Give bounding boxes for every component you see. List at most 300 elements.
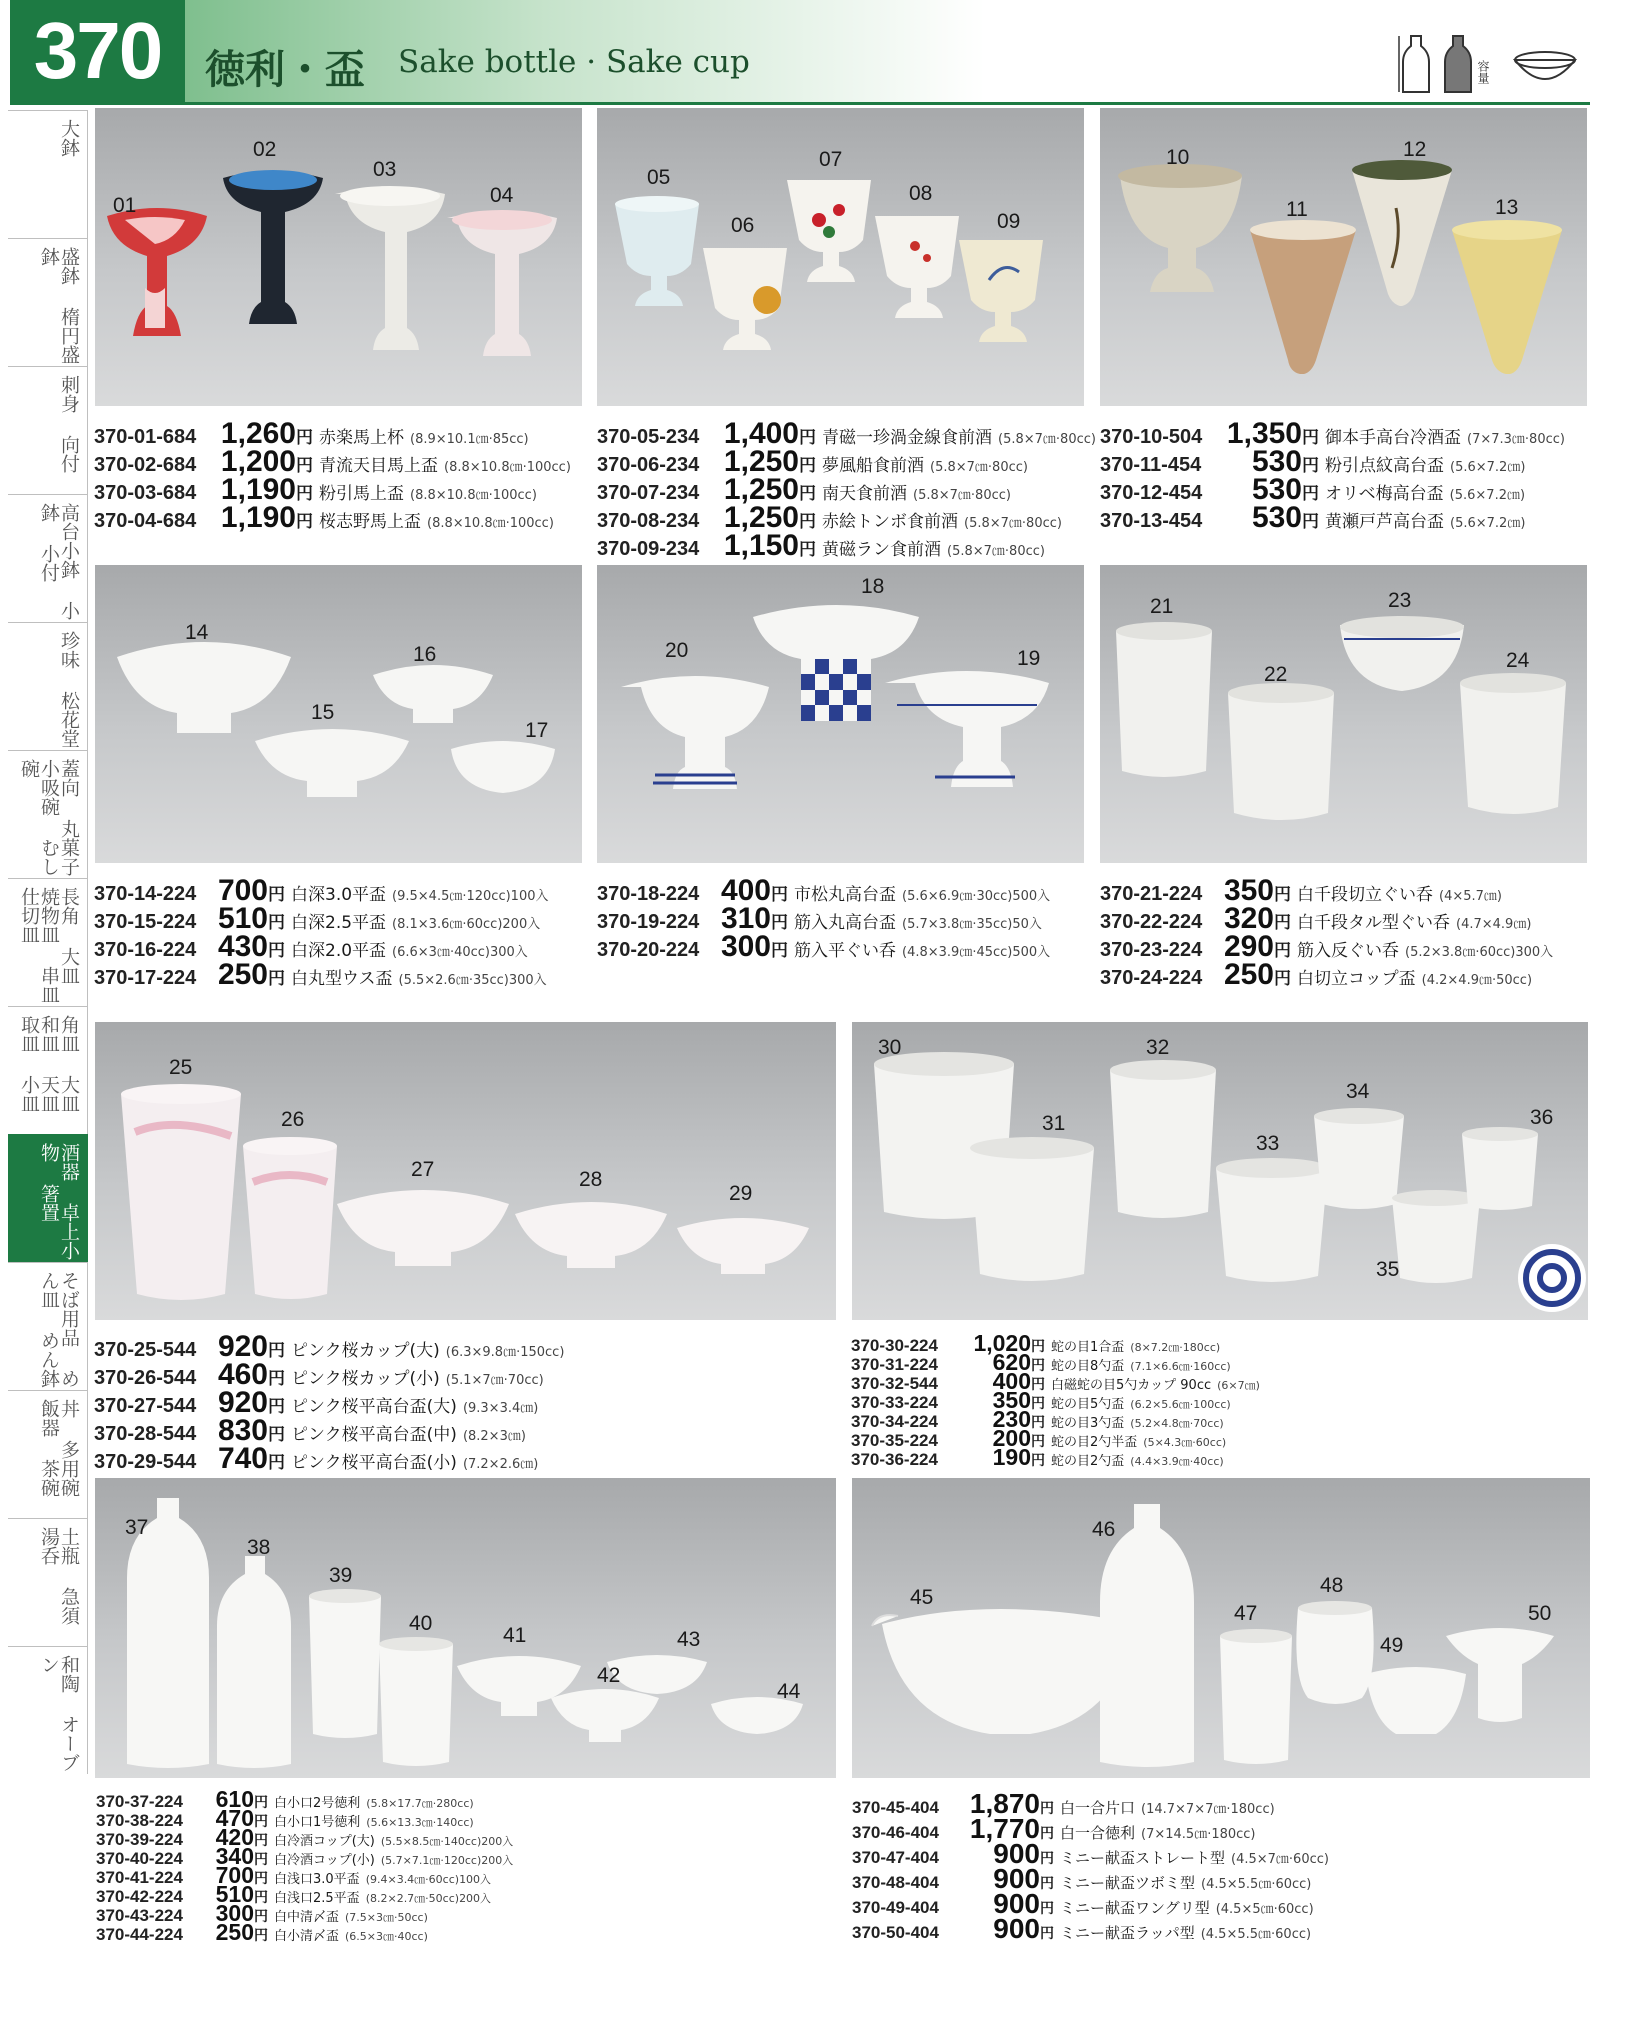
tab-serving-bowl[interactable]: 盛鉢 楕円盛鉢	[8, 238, 88, 366]
yen-mark: 円	[1031, 1377, 1045, 1393]
product-spec: (4.5×5.5㎝·60cc)	[1200, 1927, 1312, 1942]
yen-mark: 円	[1274, 885, 1291, 905]
product-image-05[interactable]	[615, 196, 699, 306]
product-price: 350	[1223, 874, 1274, 907]
photo-panel-21-24	[1100, 565, 1587, 863]
yen-mark: 円	[799, 512, 816, 532]
product-spec: (4.7×4.9㎝)	[1456, 917, 1532, 932]
product-price: 830	[217, 1414, 268, 1447]
product-image-29[interactable]	[677, 1218, 809, 1274]
product-name: 白深3.0平盃	[291, 885, 387, 905]
product-code: 370-23-224	[1100, 939, 1203, 961]
product-price: 1,190	[220, 473, 296, 506]
item-number: 49	[1380, 1634, 1404, 1657]
product-name: 筋入平ぐい呑	[794, 941, 896, 961]
product-price: 530	[1251, 501, 1302, 534]
tab-lidded-bowl[interactable]: 蓋向 丸菓子 小吸碗 むし碗	[8, 750, 88, 878]
product-price: 400	[992, 1368, 1031, 1394]
item-number: 30	[878, 1036, 902, 1059]
product-image-26[interactable]	[243, 1137, 337, 1299]
product-image-49[interactable]	[1366, 1667, 1466, 1734]
product-image-15[interactable]	[255, 729, 409, 797]
yen-mark: 円	[1302, 456, 1319, 476]
yen-mark: 円	[254, 1814, 268, 1830]
yen-mark: 円	[1302, 484, 1319, 504]
product-row	[94, 501, 571, 534]
product-price: 1,400	[723, 417, 799, 450]
product-image-22[interactable]	[1228, 683, 1334, 820]
product-price: 920	[217, 1330, 268, 1363]
product-image-19[interactable]	[885, 671, 1049, 787]
yen-mark: 円	[268, 969, 285, 989]
product-list-01-04	[94, 417, 571, 534]
page-title-en: Sake bottle · Sake cup	[398, 44, 750, 80]
product-image-40[interactable]	[379, 1637, 453, 1766]
item-number: 10	[1166, 146, 1190, 169]
product-name: 蛇の目5勺盃	[1051, 1397, 1125, 1412]
product-name: 白磁蛇の目5勺カップ 90cc	[1051, 1378, 1212, 1393]
yen-mark: 円	[1031, 1339, 1045, 1355]
product-image-04[interactable]	[447, 210, 557, 356]
product-spec: (5.2×4.8㎝·70cc)	[1130, 1417, 1224, 1430]
product-image-42[interactable]	[551, 1689, 659, 1742]
product-code: 370-38-224	[96, 1811, 183, 1830]
product-code: 370-01-684	[94, 426, 197, 448]
yen-mark: 円	[1031, 1434, 1045, 1450]
product-image-12[interactable]	[1352, 160, 1452, 306]
product-price: 300	[720, 930, 771, 963]
yen-mark: 円	[296, 456, 313, 476]
item-number: 12	[1403, 138, 1427, 161]
yen-mark: 円	[1274, 969, 1291, 989]
product-spec: (7×14.5㎝·180cc)	[1141, 1827, 1256, 1842]
yen-mark: 円	[1040, 1851, 1054, 1867]
tab-oven[interactable]: 和陶 オーブン	[8, 1646, 88, 1774]
product-price: 1,260	[220, 417, 296, 450]
product-image-39[interactable]	[309, 1589, 381, 1738]
product-spec: (5.6×7.2㎝)	[1449, 488, 1526, 503]
product-name: 青磁一珍渦金線食前酒	[822, 428, 992, 448]
product-price: 510	[217, 902, 268, 935]
product-row	[1100, 501, 1565, 534]
product-row	[94, 1386, 564, 1419]
product-image-18[interactable]	[753, 605, 919, 721]
product-code: 370-10-504	[1100, 426, 1203, 448]
product-price: 700	[215, 1862, 254, 1888]
product-code: 370-34-224	[851, 1412, 938, 1431]
product-name: 青流天目馬上盃	[319, 456, 438, 476]
product-price: 430	[217, 930, 268, 963]
yen-mark: 円	[1040, 1801, 1054, 1817]
product-image-02[interactable]	[223, 170, 323, 324]
product-name: 黄磁ラン食前酒	[822, 540, 941, 560]
product-spec: (8.8×10.8㎝·100cc)	[444, 460, 571, 475]
product-price: 740	[217, 1442, 268, 1475]
product-name: 蛇の目2勺盃	[1051, 1454, 1125, 1469]
product-name: 赤絵トンボ食前酒	[822, 512, 958, 532]
item-number: 46	[1092, 1518, 1116, 1541]
product-row	[94, 1414, 564, 1447]
product-list-25-29	[94, 1330, 565, 1475]
bottle-capacity-icon	[1445, 36, 1471, 92]
yen-mark: 円	[268, 1369, 285, 1389]
product-image-27[interactable]	[337, 1190, 509, 1266]
product-name: 白冷酒コップ(小)	[274, 1853, 375, 1868]
product-code: 370-11-454	[1100, 454, 1202, 476]
product-price: 200	[992, 1425, 1031, 1451]
product-code: 370-27-544	[94, 1395, 197, 1417]
product-image-46[interactable]	[1100, 1504, 1194, 1767]
product-code: 370-29-544	[94, 1451, 197, 1473]
item-number: 36	[1530, 1106, 1554, 1129]
product-row	[597, 445, 1096, 478]
product-image-45[interactable]	[872, 1609, 1138, 1734]
product-row	[1100, 874, 1553, 907]
product-name: ミニー献盃ワングリ型	[1060, 1899, 1210, 1917]
product-image-16[interactable]	[373, 665, 493, 723]
product-price: 460	[217, 1358, 268, 1391]
product-image-17[interactable]	[451, 741, 555, 793]
product-price: 530	[1251, 445, 1302, 478]
product-code: 370-06-234	[597, 454, 700, 476]
cup-diameter-icon	[1515, 52, 1575, 79]
product-name: 白深2.0平盃	[291, 941, 387, 961]
product-image-10[interactable]	[1118, 164, 1242, 292]
product-image-28[interactable]	[515, 1202, 667, 1268]
product-spec: (4.5×5.5㎝·60cc)	[1201, 1877, 1312, 1892]
item-number: 43	[677, 1628, 701, 1651]
tab-long-plate[interactable]: 長角 大皿 焼物皿 串皿 仕切皿	[8, 878, 88, 1006]
product-spec: (5.5×8.5㎝·140cc)200入	[380, 1835, 514, 1848]
yen-mark: 円	[254, 1833, 268, 1849]
product-code: 370-43-224	[96, 1906, 183, 1925]
product-row	[94, 902, 549, 935]
tab-sashimi[interactable]: 刺身 向付	[8, 366, 88, 494]
product-spec: (7.5×3㎝·50cc)	[345, 1911, 428, 1924]
product-name: ミニー献盃ラッパ型	[1060, 1924, 1195, 1942]
product-code: 370-26-544	[94, 1367, 197, 1389]
product-price: 530	[1251, 473, 1302, 506]
product-image-21[interactable]	[1116, 622, 1212, 777]
product-image-36[interactable]	[1462, 1127, 1538, 1210]
yen-mark: 円	[268, 1425, 285, 1445]
product-image-06[interactable]	[703, 248, 787, 350]
product-name: 蛇の目3勺盃	[1051, 1416, 1125, 1431]
product-image-09[interactable]	[959, 240, 1043, 342]
tab-small-bowl[interactable]: 高台小鉢 小鉢 小付	[8, 494, 88, 622]
item-number: 02	[253, 138, 277, 161]
product-name: 白千段切立ぐい呑	[1297, 885, 1433, 905]
yen-mark: 円	[1040, 1826, 1054, 1842]
product-name: ミニー献盃ストレート型	[1060, 1849, 1226, 1867]
item-number: 03	[373, 158, 397, 181]
product-price: 1,250	[723, 501, 799, 534]
product-code: 370-13-454	[1100, 510, 1203, 532]
product-name: 市松丸高台盃	[794, 885, 896, 905]
product-price: 250	[1223, 958, 1274, 991]
item-number: 38	[247, 1536, 271, 1559]
yen-mark: 円	[268, 1397, 285, 1417]
product-spec: (4.5×7㎝·60cc)	[1231, 1852, 1329, 1867]
yen-mark: 円	[1040, 1876, 1054, 1892]
product-row	[94, 1330, 565, 1363]
product-price: 1,150	[723, 529, 799, 562]
product-code: 370-41-224	[96, 1868, 183, 1887]
item-number: 28	[579, 1168, 603, 1191]
item-number: 13	[1495, 196, 1519, 219]
product-name: 黄瀬戸芦高台盃	[1325, 512, 1444, 532]
product-code: 370-50-404	[852, 1923, 939, 1942]
product-price: 1,200	[220, 445, 296, 478]
item-number: 14	[185, 621, 209, 644]
yen-mark: 円	[1274, 913, 1291, 933]
product-spec: (7.1×6.6㎝·160cc)	[1130, 1360, 1231, 1373]
yen-mark: 円	[1031, 1396, 1045, 1412]
product-image-14[interactable]	[117, 642, 291, 733]
product-price: 900	[993, 1888, 1040, 1919]
tab-delicacy[interactable]: 珍味 松花堂	[8, 622, 88, 750]
yen-mark: 円	[799, 456, 816, 476]
yen-mark: 円	[771, 885, 788, 905]
product-price: 470	[215, 1805, 254, 1831]
product-spec: (5.8×7㎝·80cc)	[964, 516, 1062, 531]
product-name: 蛇の目8勺盃	[1051, 1359, 1125, 1374]
yen-mark: 円	[799, 428, 816, 448]
product-price: 300	[215, 1900, 254, 1926]
item-number: 35	[1376, 1258, 1400, 1281]
tab-sake-ware[interactable]: 酒器 卓上小物 箸置	[8, 1134, 88, 1262]
product-price: 340	[215, 1843, 254, 1869]
product-code: 370-24-224	[1100, 967, 1203, 989]
yen-mark: 円	[799, 540, 816, 560]
product-image-01[interactable]	[107, 208, 207, 336]
item-number: 06	[731, 214, 755, 237]
product-code: 370-21-224	[1100, 883, 1203, 905]
product-name: 粉引点紋高台盃	[1325, 456, 1444, 476]
product-image-43[interactable]	[607, 1655, 707, 1694]
product-image-35[interactable]	[1392, 1190, 1480, 1283]
product-name: ピンク桜カップ(小)	[291, 1369, 440, 1389]
product-spec: (9.5×4.5㎝·120cc)100入	[392, 889, 549, 904]
product-code: 370-03-684	[94, 482, 197, 504]
yen-mark: 円	[296, 512, 313, 532]
item-number: 29	[729, 1182, 753, 1205]
product-code: 370-36-224	[851, 1450, 938, 1469]
product-name: 夢風船食前酒	[822, 456, 924, 476]
yen-mark: 円	[799, 484, 816, 504]
page-title-ja: 徳利・盃	[205, 46, 365, 93]
product-code: 370-08-234	[597, 510, 700, 532]
yen-mark: 円	[254, 1909, 268, 1925]
product-name: 筋入反ぐい呑	[1297, 941, 1399, 961]
page-number: 370	[10, 0, 185, 102]
product-price: 420	[215, 1824, 254, 1850]
product-spec: (8.8×10.8㎝·100cc)	[427, 516, 554, 531]
yen-mark: 円	[268, 913, 285, 933]
product-price: 1,770	[969, 1813, 1040, 1844]
product-name: 白切立コップ盃	[1297, 969, 1416, 989]
product-image-08[interactable]	[875, 216, 959, 318]
product-spec: (5.8×7㎝·80cc)	[947, 544, 1045, 559]
product-code: 370-07-234	[597, 482, 700, 504]
yen-mark: 円	[254, 1852, 268, 1868]
product-image-20[interactable]	[621, 676, 769, 789]
product-code: 370-22-224	[1100, 911, 1203, 933]
product-image-03[interactable]	[335, 186, 445, 350]
product-image-24[interactable]	[1460, 673, 1566, 814]
yen-mark: 円	[268, 885, 285, 905]
product-code: 370-39-224	[96, 1830, 183, 1849]
product-spec: (8×7.2㎝·180cc)	[1130, 1341, 1221, 1354]
product-code: 370-49-404	[852, 1898, 939, 1917]
product-name: 白千段タル型ぐい呑	[1297, 913, 1450, 933]
product-image-25[interactable]	[121, 1084, 241, 1300]
product-name: 白中清〆盃	[274, 1910, 340, 1925]
item-number: 42	[597, 1664, 621, 1687]
product-image-31[interactable]	[970, 1137, 1094, 1281]
yen-mark: 円	[254, 1871, 268, 1887]
item-number: 16	[413, 643, 437, 666]
product-price: 620	[992, 1349, 1031, 1375]
item-number: 09	[997, 210, 1021, 233]
item-number: 45	[910, 1586, 934, 1609]
photo-panel-14-17	[95, 565, 582, 863]
product-spec: (8.8×10.8㎝·100cc)	[410, 488, 537, 503]
product-row	[94, 1358, 564, 1391]
item-number: 32	[1146, 1036, 1170, 1059]
product-list-45-50	[852, 1788, 1329, 1944]
product-image-38[interactable]	[217, 1556, 291, 1768]
product-code: 370-37-224	[96, 1792, 183, 1811]
product-code: 370-18-224	[597, 883, 700, 905]
product-row	[94, 958, 549, 991]
product-spec: (4.4×3.9㎝·40cc)	[1130, 1455, 1224, 1468]
product-code: 370-47-404	[852, 1848, 939, 1867]
product-name: 蛇の目1合盃	[1051, 1340, 1125, 1355]
item-number: 37	[125, 1516, 149, 1539]
product-price: 400	[720, 874, 771, 907]
product-spec: (8.2×3㎝)	[462, 1429, 526, 1444]
item-number: 27	[411, 1158, 435, 1181]
product-row	[1100, 473, 1565, 506]
product-spec: (4.2×4.9㎝·50cc)	[1421, 973, 1533, 988]
product-code: 370-15-224	[94, 911, 197, 933]
product-spec: (5.5×2.6㎝·35cc)300入	[398, 973, 547, 988]
product-name: 南天食前酒	[822, 484, 907, 504]
product-price: 320	[1223, 902, 1274, 935]
product-spec: (6.2×5.6㎝·100cc)	[1130, 1398, 1231, 1411]
product-image-23[interactable]	[1340, 616, 1464, 691]
yen-mark: 円	[254, 1795, 268, 1811]
yen-mark: 円	[254, 1928, 268, 1944]
product-name: 赤楽馬上杯	[319, 428, 404, 448]
product-name: ピンク桜カップ(大)	[291, 1341, 440, 1361]
product-code: 370-09-234	[597, 538, 700, 560]
product-image-34[interactable]	[1314, 1108, 1404, 1209]
product-spec: (5.8×7㎝·80cc)	[930, 460, 1028, 475]
item-number: 39	[329, 1564, 353, 1587]
item-number: 24	[1506, 649, 1530, 672]
product-image-47[interactable]	[1220, 1629, 1292, 1764]
product-spec: (5.7×7.1㎝·120cc)200入	[380, 1854, 514, 1867]
photo-panel-25-29	[95, 1022, 836, 1320]
product-price: 1,190	[220, 501, 296, 534]
yen-mark: 円	[1302, 428, 1319, 448]
product-spec: (5.7×3.8㎝·35cc)50入	[902, 917, 1042, 932]
product-spec: (9.4×3.4㎝·60cc)100入	[365, 1873, 492, 1886]
product-price: 610	[215, 1786, 254, 1812]
item-number: 08	[909, 182, 933, 205]
product-name: 白小口1号徳利	[274, 1815, 361, 1830]
product-price: 250	[217, 958, 268, 991]
product-image-07[interactable]	[787, 180, 871, 282]
product-code: 370-48-404	[852, 1873, 939, 1892]
tab-square-plate[interactable]: 角皿 大皿 和皿 天皿 取皿 小皿	[8, 1006, 88, 1134]
product-spec: (5.8×7㎝·80cc)	[998, 432, 1096, 447]
product-row	[597, 902, 1050, 935]
item-number: 22	[1264, 663, 1288, 686]
product-price: 900	[993, 1913, 1040, 1944]
product-image-33[interactable]	[1216, 1158, 1328, 1282]
photo-panel-01-04	[95, 108, 582, 406]
product-spec: (5.8×17.7㎝·280cc)	[366, 1797, 474, 1810]
product-name: 粉引馬上盃	[319, 484, 404, 504]
item-number: 05	[647, 166, 671, 189]
product-row	[597, 874, 1051, 907]
product-image-32[interactable]	[1110, 1060, 1216, 1218]
product-row	[94, 874, 549, 907]
tab-donburi[interactable]: 丼 多用碗 飯器 茶碗	[8, 1390, 88, 1518]
tab-large-bowl[interactable]: 大鉢	[8, 110, 88, 238]
product-image-48[interactable]	[1296, 1601, 1373, 1704]
product-row	[851, 1330, 1260, 1356]
item-number: 21	[1150, 595, 1174, 618]
tab-soba[interactable]: そば用品 めん皿 めん鉢	[8, 1262, 88, 1390]
product-image-11[interactable]	[1250, 220, 1356, 374]
product-name: 白冷酒コップ(大)	[274, 1834, 375, 1849]
product-image-13[interactable]	[1452, 220, 1562, 374]
product-price: 1,250	[723, 473, 799, 506]
product-code: 370-16-224	[94, 939, 197, 961]
product-code: 370-32-544	[851, 1374, 938, 1393]
yen-mark: 円	[254, 1890, 268, 1906]
item-number: 15	[311, 701, 335, 724]
product-spec: (4×5.7㎝)	[1439, 889, 1502, 904]
product-price: 700	[217, 874, 268, 907]
product-code: 370-33-224	[851, 1393, 938, 1412]
tab-teapot[interactable]: 土瓶 急須 湯呑	[8, 1518, 88, 1646]
product-spec: (14.7×7×7㎝·180cc)	[1141, 1802, 1275, 1817]
product-name: ミニー献盃ツボミ型	[1060, 1874, 1196, 1892]
product-spec: (5×4.3㎝·60cc)	[1143, 1436, 1227, 1449]
product-code: 370-35-224	[851, 1431, 938, 1450]
product-price: 510	[215, 1881, 254, 1907]
product-spec: (9.3×3.4㎝)	[462, 1401, 539, 1416]
product-row	[597, 529, 1096, 562]
product-code: 370-04-684	[94, 510, 197, 532]
item-number: 44	[777, 1680, 801, 1703]
product-code: 370-40-224	[96, 1849, 183, 1868]
product-spec: (8.9×10.1㎝·85cc)	[410, 432, 529, 447]
product-list-21-24	[1100, 874, 1554, 991]
product-code: 370-30-224	[851, 1336, 938, 1355]
product-price: 1,020	[973, 1330, 1031, 1356]
product-spec: (6×7㎝)	[1217, 1379, 1260, 1392]
product-code: 370-12-454	[1100, 482, 1203, 504]
product-spec: (5.2×3.8㎝·60cc)300入	[1405, 945, 1554, 960]
product-name: 白一合片口	[1060, 1799, 1136, 1817]
product-name: 蛇の目2勺半盃	[1051, 1435, 1138, 1450]
